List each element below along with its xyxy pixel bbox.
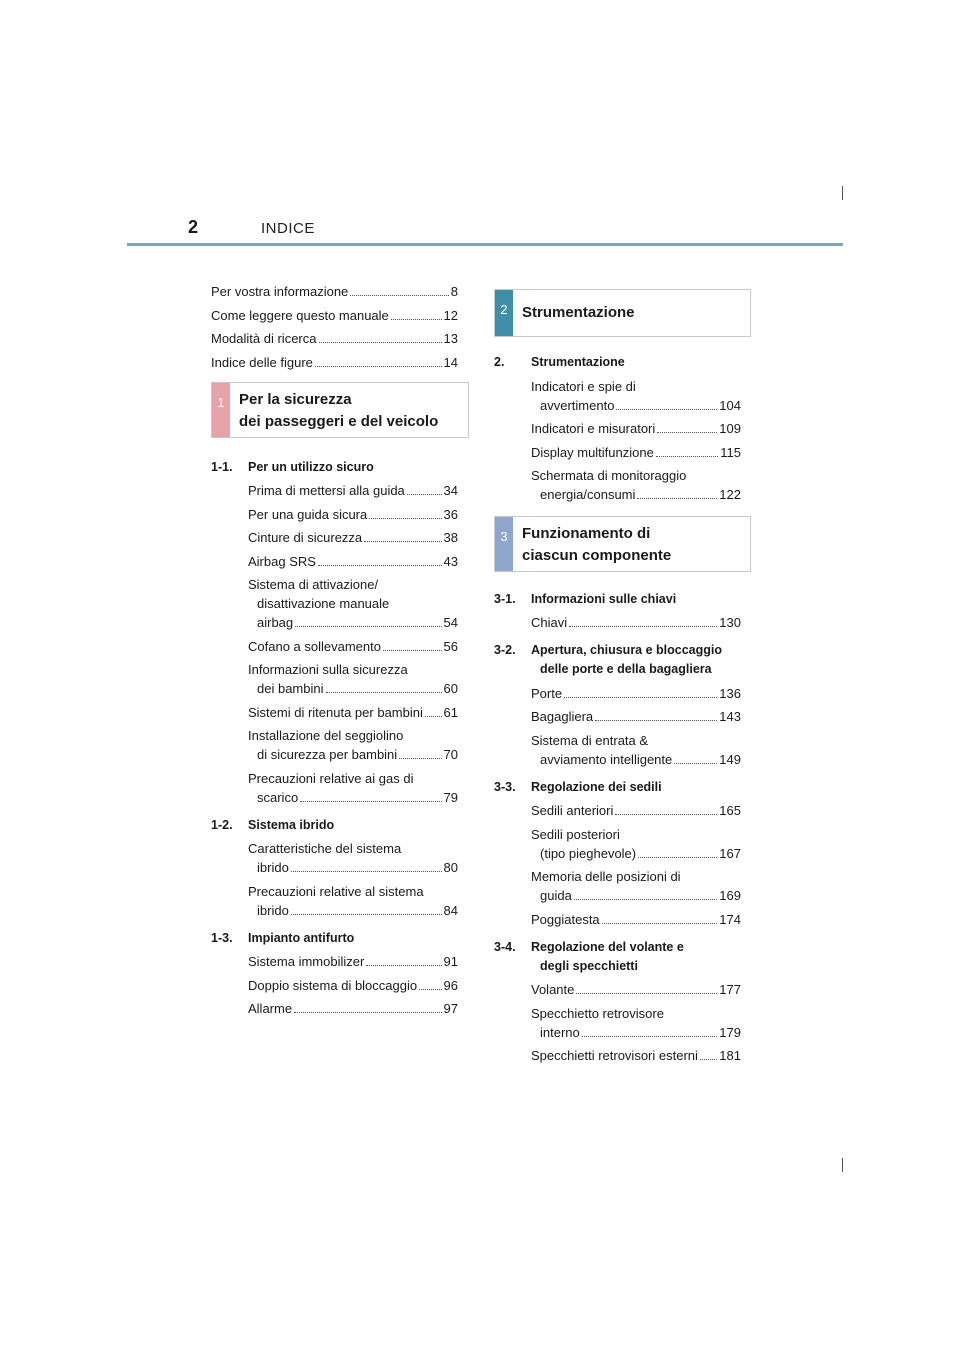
toc-entry[interactable]	[531, 731, 741, 769]
dot-leader	[366, 965, 441, 966]
entry-label-line: Sistema di attivazione/	[248, 577, 379, 592]
dot-leader	[291, 871, 442, 872]
entry-page-number: 91	[443, 954, 458, 969]
entry-label: Modalità di ricerca	[211, 331, 317, 346]
chapter-tab-3: 3	[495, 517, 513, 571]
entry-page-number: 84	[443, 902, 458, 918]
dot-leader	[569, 626, 717, 627]
entry-page-number: 109	[719, 421, 741, 436]
entry-label-line	[248, 613, 458, 632]
entry-label-line: Informazioni sulla sicurezza	[248, 662, 408, 677]
dot-leader	[399, 758, 441, 759]
dot-leader	[318, 565, 442, 566]
entry-label: avvertimento	[540, 397, 615, 413]
section-body	[248, 816, 458, 925]
section-title-line: Per un utilizzo sicuro	[248, 459, 374, 474]
entry-label: Sedili anteriori	[531, 803, 614, 818]
toc-section	[211, 929, 458, 1023]
section-title-line: delle porte e della bagagliera	[540, 662, 712, 676]
entry-label-line	[531, 750, 741, 769]
toc-entry[interactable]	[248, 703, 458, 722]
entry-page-number: 79	[443, 789, 458, 805]
dot-leader	[574, 899, 717, 900]
toc-entry[interactable]	[531, 684, 741, 703]
entry-label: (tipo pieghevole)	[540, 845, 637, 861]
entry-page-number: 38	[443, 530, 458, 545]
toc-entry[interactable]	[531, 707, 741, 726]
entry-label-line: Precauzioni relative ai gas di	[248, 770, 414, 786]
toc-column-right	[494, 289, 751, 1074]
chapter-title	[230, 383, 448, 437]
toc-section	[494, 353, 741, 509]
section-title[interactable]	[531, 590, 741, 609]
dot-leader	[582, 1036, 718, 1037]
toc-entry[interactable]	[248, 552, 458, 571]
chapter-2-sections	[494, 353, 741, 509]
entry-label: Come leggere questo manuale	[211, 307, 389, 323]
dot-leader	[595, 720, 717, 721]
dot-leader	[369, 518, 441, 519]
entry-page-number: 104	[719, 397, 741, 413]
entry-label: Cinture di sicurezza	[248, 530, 363, 545]
toc-section	[211, 458, 458, 812]
section-number: 1-1.	[211, 459, 233, 474]
entry-label-line: Sistema di entrata &	[531, 732, 649, 748]
chapter-title-line: Funzionamento di	[522, 524, 651, 542]
section-title[interactable]	[531, 641, 741, 679]
dot-leader	[419, 989, 441, 990]
toc-entry[interactable]	[531, 825, 741, 863]
entry-label-line: Caratteristiche del sistema	[248, 841, 402, 856]
entry-page-number: 97	[443, 1001, 458, 1016]
entry-label: Indicatori e misuratori	[531, 421, 656, 436]
section-number: 3-3.	[494, 779, 516, 794]
toc-entry[interactable]	[248, 976, 458, 995]
section-number: 3-2.	[494, 643, 516, 657]
toc-section	[494, 938, 741, 1070]
toc-entry[interactable]	[248, 481, 458, 500]
entry-page-number: 70	[443, 747, 458, 762]
dot-leader	[674, 763, 717, 764]
section-body	[531, 641, 741, 773]
entry-label-line	[531, 485, 741, 504]
dot-leader	[425, 716, 442, 717]
section-title[interactable]	[531, 778, 741, 797]
header-rule	[127, 243, 843, 246]
section-body	[248, 458, 458, 812]
entry-label: Per vostra informazione	[211, 284, 349, 299]
entry-label-line	[248, 788, 458, 807]
toc-entry[interactable]	[531, 419, 741, 438]
section-body	[531, 590, 741, 637]
toc-entry[interactable]	[248, 505, 458, 524]
entry-label: avviamento intelligente	[540, 751, 673, 767]
dot-leader	[576, 993, 717, 994]
entry-page-number: 179	[719, 1024, 741, 1040]
entry-page-number: 149	[719, 751, 741, 767]
dot-leader	[700, 1059, 717, 1060]
entry-label: Airbag SRS	[248, 553, 316, 569]
chapter-title-line: Per la sicurezza	[239, 390, 352, 408]
entry-label: dei bambini	[257, 681, 324, 696]
chapter-heading-3[interactable]	[494, 516, 751, 572]
toc-entry[interactable]	[531, 980, 741, 999]
dot-leader	[637, 498, 717, 499]
section-title[interactable]	[248, 929, 458, 948]
entry-label-line	[248, 679, 458, 698]
dot-leader	[564, 697, 717, 698]
entry-page-number: 13	[443, 331, 458, 346]
entry-label: Indice delle figure	[211, 354, 313, 370]
section-title-line: Strumentazione	[531, 355, 625, 369]
toc-entry[interactable]	[531, 443, 741, 462]
dot-leader	[300, 801, 441, 802]
dot-leader	[291, 914, 442, 915]
entry-label-line	[531, 396, 741, 415]
chapter-title	[513, 290, 645, 336]
entry-label-line: Memoria delle posizioni di	[531, 869, 681, 884]
entry-page-number: 34	[443, 483, 458, 498]
entry-label: ibrido	[257, 860, 289, 875]
dot-leader	[319, 342, 442, 343]
section-title-line: Regolazione dei sedili	[531, 779, 662, 794]
entry-page-number: 12	[443, 307, 458, 323]
toc-entry[interactable]	[531, 910, 741, 929]
entry-label-line: disattivazione manuale	[257, 596, 390, 611]
toc-entry[interactable]	[531, 613, 741, 632]
crop-mark-top	[842, 186, 843, 200]
entry-label: Poggiatesta	[531, 911, 600, 927]
entry-page-number: 43	[443, 553, 458, 569]
chapter-title-line: Strumentazione	[522, 304, 635, 321]
toc-section	[494, 641, 741, 773]
section-title[interactable]	[531, 353, 741, 372]
page-header	[127, 214, 843, 247]
section-title-line: Informazioni sulle chiavi	[531, 591, 677, 606]
entry-label: Display multifunzione	[531, 444, 654, 460]
entry-page-number: 96	[443, 977, 458, 993]
toc-entry[interactable]	[211, 306, 458, 325]
chapter-tab-1: 1	[212, 383, 230, 437]
entry-page-number: 174	[719, 911, 741, 927]
toc-column-left	[211, 282, 458, 1027]
toc-entry[interactable]	[248, 726, 458, 764]
toc-entry[interactable]	[248, 999, 458, 1018]
entry-label: Chiavi	[531, 615, 568, 630]
toc-entry[interactable]	[531, 867, 741, 905]
section-title[interactable]	[531, 938, 741, 976]
section-title[interactable]	[248, 816, 458, 835]
section-number: 2.	[494, 355, 505, 369]
entry-label: Cofano a sollevamento	[248, 638, 381, 654]
dot-leader	[657, 432, 717, 433]
entry-label-line: Specchietto retrovisore	[531, 1005, 664, 1021]
toc-entry[interactable]	[248, 528, 458, 547]
dot-leader	[616, 409, 717, 410]
entry-page-number: 143	[719, 709, 741, 724]
toc-entry[interactable]	[531, 1004, 741, 1042]
entry-page-number: 136	[719, 685, 741, 701]
section-body	[248, 929, 458, 1023]
dot-leader	[350, 295, 448, 296]
entry-label: guida	[540, 888, 572, 903]
entry-label-line	[531, 1023, 741, 1042]
entry-label: Specchietti retrovisori esterni	[531, 1048, 698, 1063]
entry-label: Doppio sistema di bloccaggio	[248, 977, 418, 993]
toc-entry[interactable]	[248, 769, 458, 807]
entry-label-line: Installazione del seggiolino	[248, 728, 404, 743]
entry-label: Prima di mettersi alla guida	[248, 483, 405, 498]
toc-entry[interactable]	[211, 353, 458, 372]
section-title-line: Apertura, chiusura e bloccaggio	[531, 643, 723, 657]
toc-section	[494, 778, 741, 934]
chapter-tab-2: 2	[495, 290, 513, 336]
entry-label: airbag	[257, 615, 294, 630]
section-number: 3-4.	[494, 939, 516, 954]
chapter-title-line: ciascun componente	[522, 546, 672, 564]
entry-page-number: 165	[719, 803, 741, 818]
chapter-title	[513, 517, 681, 571]
entry-label: scarico	[257, 789, 299, 805]
section-title-line: Regolazione del volante e	[531, 939, 684, 954]
entry-page-number: 169	[719, 888, 741, 903]
section-title[interactable]	[248, 458, 458, 477]
section-body	[531, 938, 741, 1070]
toc-entry[interactable]	[211, 329, 458, 348]
section-title-line: Sistema ibrido	[248, 817, 335, 832]
dot-leader	[638, 857, 717, 858]
entry-label-line: Indicatori e spie di	[531, 378, 636, 394]
chapter-3-sections	[494, 590, 741, 1070]
toc-entry[interactable]	[531, 377, 741, 415]
toc-entry[interactable]	[531, 1046, 741, 1065]
entry-page-number: 122	[719, 487, 741, 502]
toc-entry[interactable]	[248, 882, 458, 920]
toc-entry[interactable]	[531, 466, 741, 504]
toc-section	[494, 590, 741, 637]
entry-label: Bagagliera	[531, 709, 594, 724]
entry-label-line: Sedili posteriori	[531, 826, 620, 842]
entry-label: Porte	[531, 685, 563, 701]
entry-label-line	[531, 886, 741, 905]
entry-page-number: 115	[720, 444, 741, 460]
toc-entry[interactable]	[248, 952, 458, 971]
entry-page-number: 181	[719, 1048, 741, 1063]
chapter-heading-1[interactable]	[211, 382, 469, 438]
dot-leader	[295, 626, 441, 627]
entry-page-number: 177	[719, 982, 741, 997]
chapter-title-line: dei passeggeri e del veicolo	[239, 412, 439, 430]
entry-page-number: 14	[443, 354, 458, 370]
dot-leader	[407, 494, 442, 495]
entry-page-number: 61	[443, 704, 458, 720]
dot-leader	[391, 319, 442, 320]
entry-label: ibrido	[257, 902, 289, 918]
entry-label: Sistemi di ritenuta per bambini	[248, 704, 423, 720]
entry-label: energia/consumi	[540, 487, 636, 502]
dot-leader	[294, 1012, 441, 1013]
entry-page-number: 8	[450, 284, 458, 299]
dot-leader	[326, 692, 442, 693]
entry-label: Per una guida sicura	[248, 506, 368, 522]
toc-entry[interactable]	[248, 637, 458, 656]
entry-label-line	[248, 745, 458, 764]
dot-leader	[615, 814, 717, 815]
dot-leader	[602, 923, 718, 924]
entry-label: interno	[540, 1024, 580, 1040]
section-body	[531, 353, 741, 509]
toc-entry[interactable]	[531, 801, 741, 820]
entry-page-number: 36	[443, 506, 458, 522]
entry-page-number: 60	[443, 681, 458, 696]
toc-entry[interactable]	[211, 282, 458, 301]
chapter-heading-2[interactable]	[494, 289, 751, 337]
section-number: 1-2.	[211, 817, 233, 832]
entry-page-number: 80	[443, 860, 458, 875]
section-body	[531, 778, 741, 934]
dot-leader	[364, 541, 441, 542]
entry-label-line	[248, 858, 458, 877]
section-title-line: degli specchietti	[540, 958, 638, 973]
section-number: 3-1.	[494, 591, 516, 606]
entry-label: Allarme	[248, 1001, 293, 1016]
entry-label: di sicurezza per bambini	[257, 747, 398, 762]
entry-page-number: 54	[443, 615, 458, 630]
dot-leader	[656, 456, 718, 457]
entry-label: Volante	[531, 982, 575, 997]
entry-label-line: Precauzioni relative al sistema	[248, 883, 424, 899]
toc-entry[interactable]	[248, 575, 458, 632]
entry-label-line: Schermata di monitoraggio	[531, 468, 687, 483]
entry-page-number: 130	[719, 615, 741, 630]
section-title-line: Impianto antifurto	[248, 930, 355, 945]
entry-label-line	[248, 901, 458, 920]
page-title: INDICE	[261, 220, 315, 237]
dot-leader	[315, 366, 442, 367]
toc-entry[interactable]	[248, 660, 458, 698]
entry-label: Sistema immobilizer	[248, 954, 365, 969]
entry-page-number: 167	[719, 845, 741, 861]
crop-mark-bottom	[842, 1158, 843, 1172]
page-number: 2	[188, 217, 199, 237]
toc-section	[211, 816, 458, 925]
toc-entry[interactable]	[248, 839, 458, 877]
dot-leader	[383, 650, 442, 651]
entry-page-number: 56	[443, 638, 458, 654]
entry-label-line	[531, 844, 741, 863]
section-number: 1-3.	[211, 930, 233, 945]
chapter-1-sections	[211, 458, 458, 1023]
